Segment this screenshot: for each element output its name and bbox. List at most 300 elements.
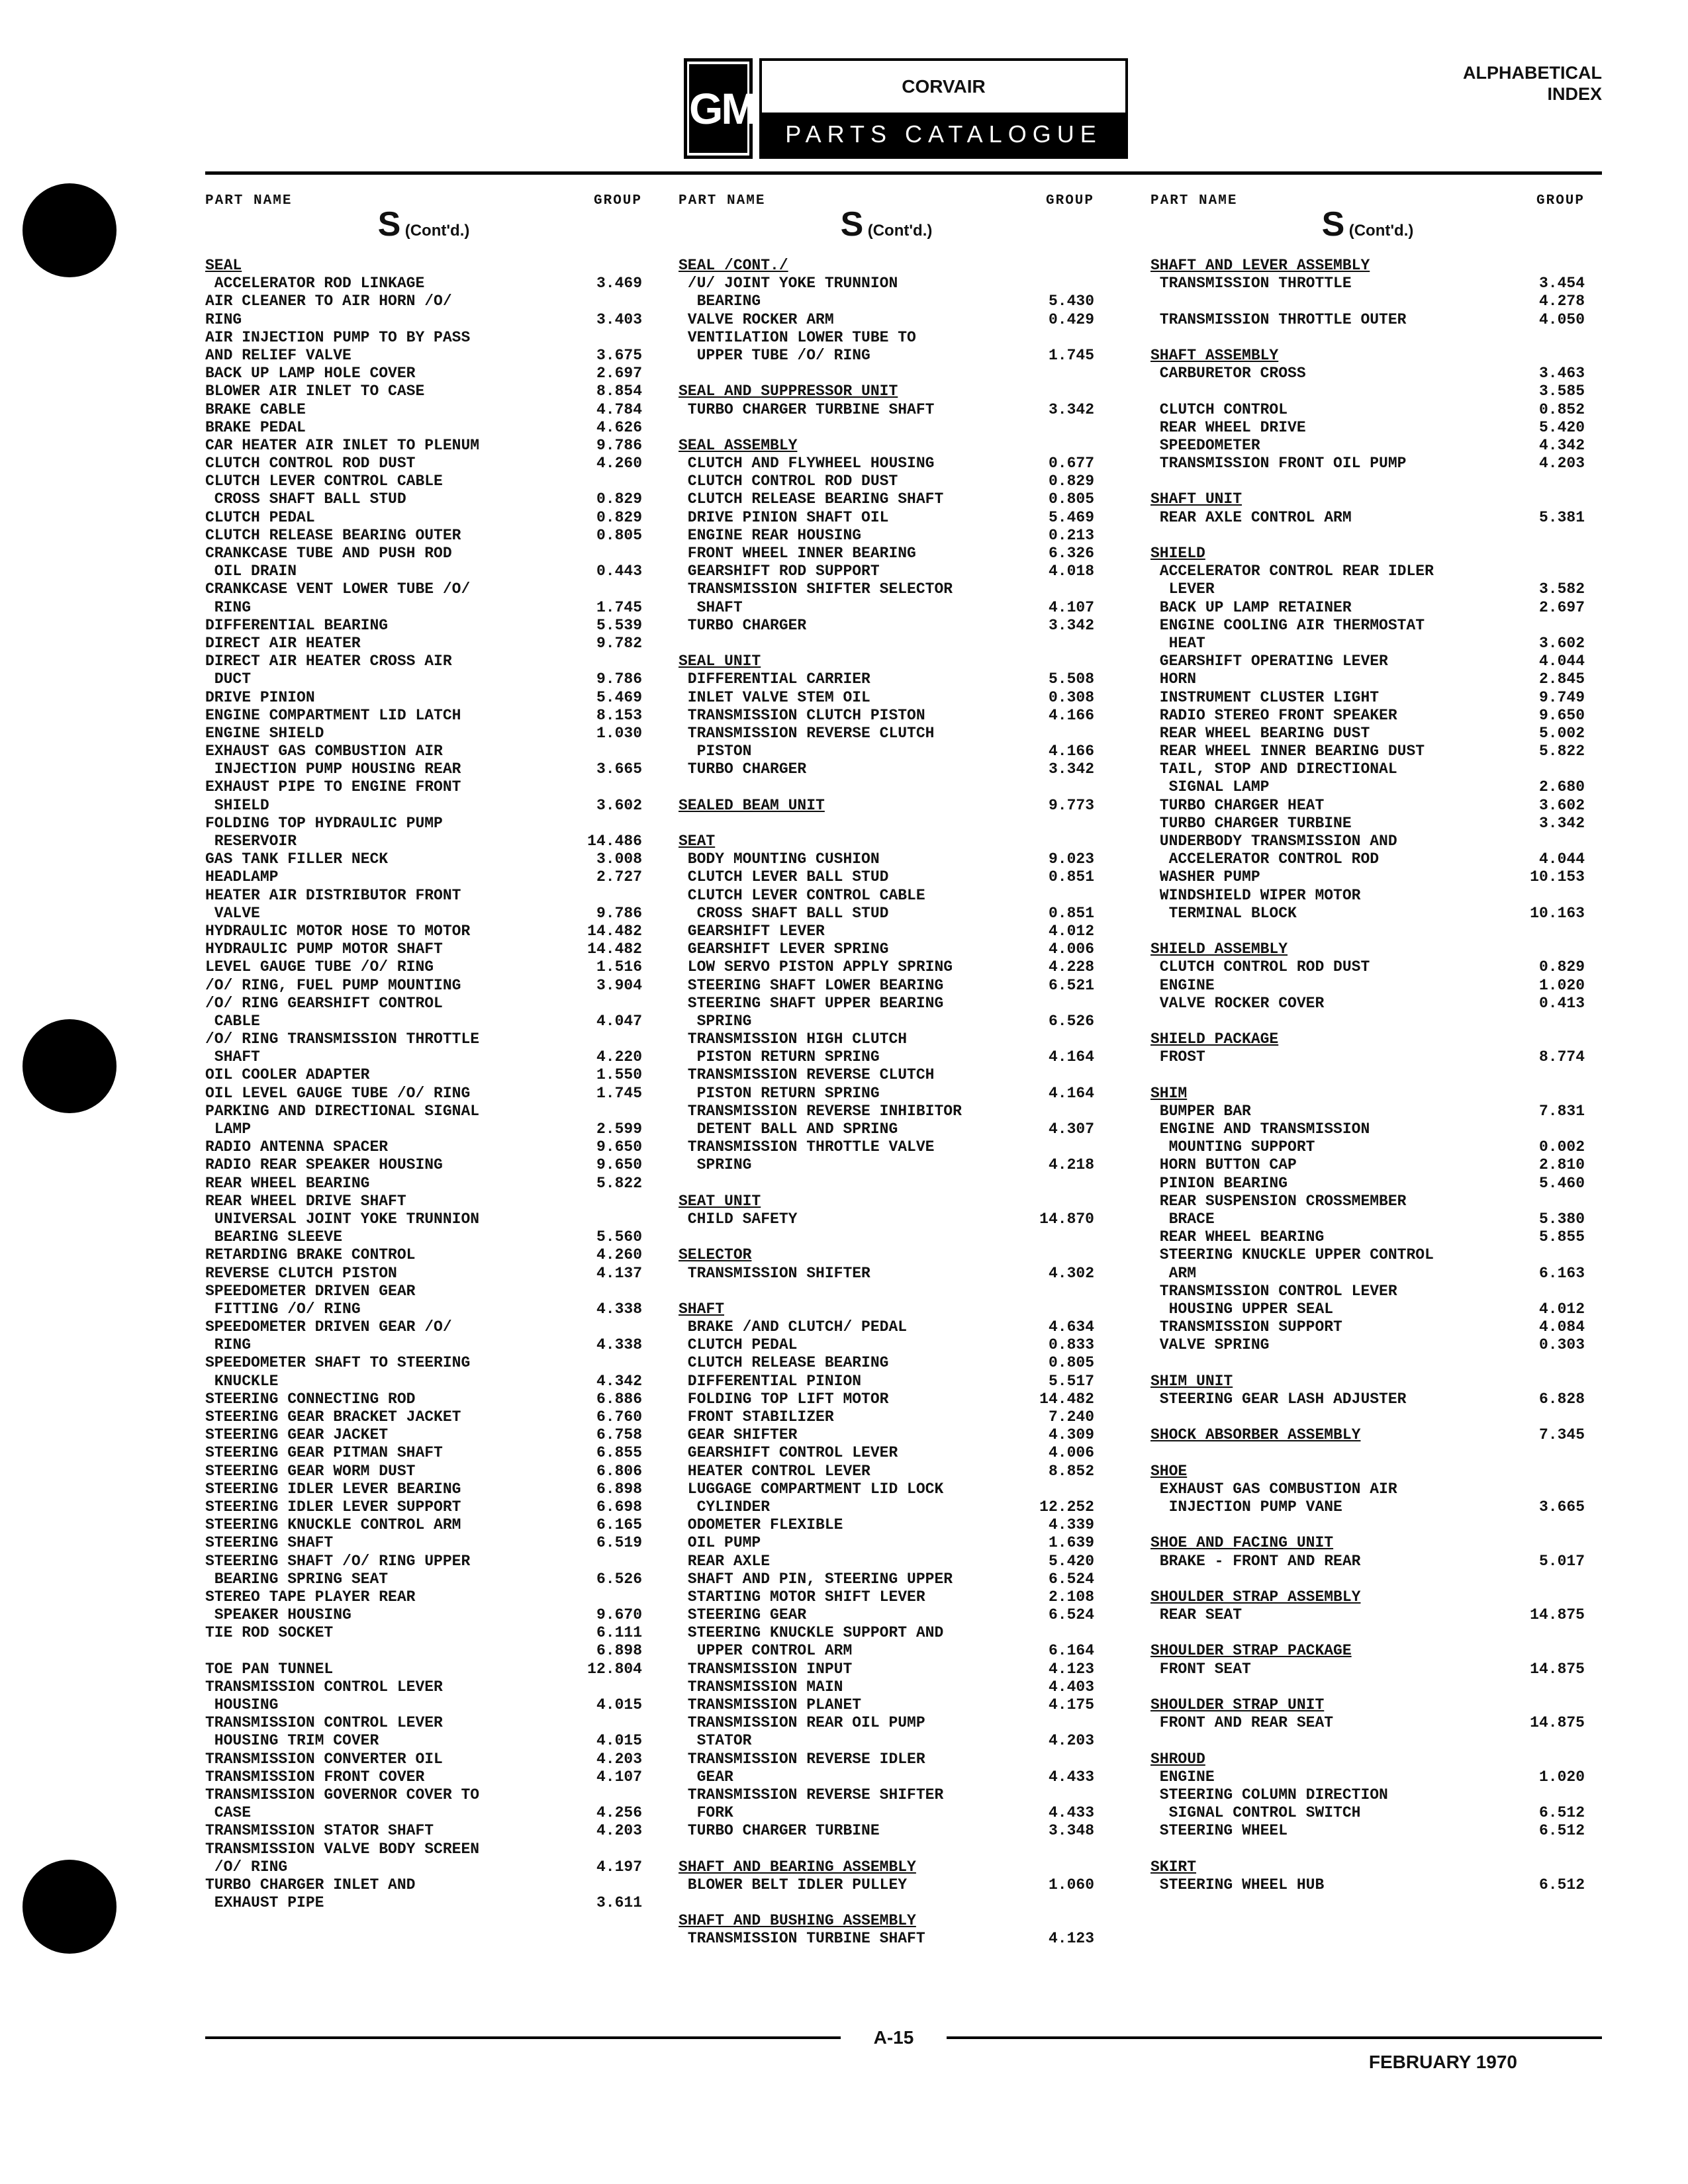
group-number: 0.413 bbox=[1538, 994, 1585, 1012]
index-entry bbox=[1150, 1138, 1585, 1156]
group-number: 1.745 bbox=[596, 1084, 642, 1102]
group-number: 0.829 bbox=[1048, 473, 1094, 490]
group-number: 14.486 bbox=[587, 833, 642, 850]
group-number: 4.175 bbox=[1048, 1696, 1094, 1713]
category-name: SHAFT AND BUSHING ASSEMBLY bbox=[679, 1912, 916, 1930]
index-entry bbox=[205, 670, 642, 688]
part-name: REAR WHEEL DRIVE SHAFT bbox=[205, 1192, 406, 1210]
group-number: 6.898 bbox=[596, 1642, 642, 1660]
group-number: 0.213 bbox=[1048, 526, 1094, 544]
group-number: 7.240 bbox=[1048, 1408, 1094, 1426]
index-entry bbox=[205, 1390, 642, 1408]
part-name: BRAKE PEDAL bbox=[205, 418, 306, 436]
part-name: MOUNTING SUPPORT bbox=[1150, 1138, 1315, 1156]
category-name: SHAFT AND LEVER ASSEMBLY bbox=[1150, 257, 1370, 274]
index-entry bbox=[1150, 868, 1585, 886]
part-name: GEAR SHIFTER bbox=[679, 1426, 798, 1444]
category-name: SEAT UNIT bbox=[679, 1192, 761, 1210]
group-number: 12.252 bbox=[1039, 1498, 1094, 1516]
part-name: /O/ RING GEARSHIFT CONTROL bbox=[205, 994, 443, 1012]
part-name: STEERING GEAR WORM DUST bbox=[205, 1462, 416, 1480]
section-continued: (Cont'd.) bbox=[404, 222, 470, 240]
part-name: ENGINE COMPARTMENT LID LATCH bbox=[205, 706, 461, 724]
index-entry bbox=[1150, 293, 1585, 310]
index-entry bbox=[679, 1696, 1094, 1714]
group-number: 6.758 bbox=[596, 1426, 642, 1444]
index-entry bbox=[1150, 1156, 1585, 1174]
group-number: 0.851 bbox=[1048, 904, 1094, 922]
part-name: TERMINAL BLOCK bbox=[1150, 904, 1297, 922]
group-number: 3.602 bbox=[1538, 634, 1585, 652]
part-name: TURBO CHARGER TURBINE SHAFT bbox=[679, 400, 935, 418]
group-number: 0.829 bbox=[596, 490, 642, 508]
group-number: 4.164 bbox=[1048, 1084, 1094, 1102]
group-number: 5.420 bbox=[1048, 1552, 1094, 1570]
part-name: /O/ RING TRANSMISSION THROTTLE bbox=[205, 1030, 480, 1048]
category-heading bbox=[1150, 1030, 1585, 1048]
part-name: ENGINE AND TRANSMISSION bbox=[1150, 1120, 1370, 1138]
index-entry bbox=[205, 1246, 642, 1264]
index-entry bbox=[205, 1822, 642, 1840]
index-entry bbox=[679, 977, 1094, 995]
part-name: ENGINE COOLING AIR THERMOSTAT bbox=[1150, 616, 1425, 634]
group-number: 8.852 bbox=[1048, 1462, 1094, 1480]
group-number: 9.782 bbox=[596, 634, 642, 652]
part-name: GEARSHIFT ROD SUPPORT bbox=[679, 563, 880, 580]
index-entry bbox=[1150, 1048, 1585, 1066]
part-name: SPEEDOMETER bbox=[1150, 436, 1260, 454]
part-name: TRANSMISSION CONVERTER OIL bbox=[205, 1750, 443, 1768]
part-name: FRONT SEAT bbox=[1150, 1660, 1251, 1678]
index-entry bbox=[679, 311, 1094, 329]
index-entry bbox=[1150, 778, 1585, 796]
part-name: STEERING IDLER LEVER BEARING bbox=[205, 1480, 461, 1498]
part-name: DIFFERENTIAL CARRIER bbox=[679, 670, 870, 688]
group-number: 4.342 bbox=[1538, 436, 1585, 454]
index-entry bbox=[679, 563, 1094, 580]
index-entry bbox=[205, 1768, 642, 1786]
group-number: 1.030 bbox=[596, 724, 642, 742]
index-entry bbox=[1150, 1786, 1585, 1804]
index-entry bbox=[205, 1265, 642, 1283]
index-entry bbox=[1150, 1876, 1585, 1894]
part-name: TRANSMISSION VALVE BODY SCREEN bbox=[205, 1840, 480, 1858]
group-number: 6.165 bbox=[596, 1516, 642, 1534]
group-number: 10.153 bbox=[1530, 868, 1585, 886]
part-name: BEARING bbox=[679, 293, 761, 310]
part-name: REAR WHEEL BEARING bbox=[1150, 1228, 1325, 1246]
index-column-2 bbox=[679, 192, 1094, 1948]
index-entry bbox=[205, 1228, 642, 1246]
category-heading bbox=[679, 1246, 1094, 1264]
part-name: TRANSMISSION REVERSE INHIBITOR bbox=[679, 1102, 962, 1120]
group-number: 3.469 bbox=[596, 275, 642, 293]
category-heading bbox=[679, 1858, 1094, 1876]
spacer bbox=[1150, 1444, 1585, 1462]
part-name: EXHAUST GAS COMBUSTION AIR bbox=[205, 743, 443, 760]
part-name: CLUTCH LEVER CONTROL CABLE bbox=[679, 886, 925, 904]
part-name: DIRECT AIR HEATER CROSS AIR bbox=[205, 653, 452, 670]
index-entry bbox=[205, 527, 642, 545]
spacer bbox=[679, 1228, 1094, 1246]
index-entry bbox=[1150, 1714, 1585, 1732]
category-heading bbox=[205, 257, 642, 275]
part-name: CLUTCH RELEASE BEARING SHAFT bbox=[679, 490, 944, 508]
category-heading bbox=[1150, 545, 1585, 563]
part-name: STEERING SHAFT bbox=[205, 1534, 334, 1552]
group-number: 4.203 bbox=[596, 1750, 642, 1768]
index-entry bbox=[679, 1013, 1094, 1030]
index-entry bbox=[205, 1030, 642, 1048]
group-number: 8.854 bbox=[596, 383, 642, 400]
index-entry bbox=[679, 1085, 1094, 1103]
part-name: SIGNAL CONTROL SWITCH bbox=[1150, 1804, 1361, 1822]
part-name-label: PART NAME bbox=[205, 193, 293, 208]
part-name: SPRING bbox=[679, 1156, 752, 1174]
index-entry bbox=[679, 743, 1094, 760]
entry-list bbox=[1150, 257, 1585, 1894]
group-number: 14.875 bbox=[1530, 1660, 1585, 1678]
group-number: 1.020 bbox=[1538, 1768, 1585, 1786]
index-entry bbox=[679, 1570, 1094, 1588]
category-name: SHOULDER STRAP PACKAGE bbox=[1150, 1642, 1352, 1660]
index-entry bbox=[679, 1156, 1094, 1174]
index-entry bbox=[205, 383, 642, 400]
group-number: 5.469 bbox=[1048, 508, 1094, 526]
index-entry bbox=[679, 995, 1094, 1013]
index-title-line-2: INDEX bbox=[1547, 84, 1602, 104]
part-name: PISTON bbox=[679, 743, 752, 760]
category-heading bbox=[1150, 347, 1585, 365]
section-letter: S bbox=[377, 205, 401, 244]
index-entry bbox=[679, 1714, 1094, 1732]
catalogue-title: PARTS CATALOGUE bbox=[762, 113, 1125, 156]
index-entry bbox=[205, 437, 642, 455]
group-number: 3.454 bbox=[1538, 275, 1585, 293]
part-name: STEERING KNUCKLE UPPER CONTROL bbox=[1150, 1246, 1434, 1264]
index-entry bbox=[205, 1463, 642, 1480]
group-number: 9.650 bbox=[1538, 706, 1585, 724]
binder-hole-middle bbox=[23, 1019, 117, 1113]
part-name: CARBURETOR CROSS bbox=[1150, 365, 1306, 383]
part-name: STEERING CONNECTING ROD bbox=[205, 1390, 416, 1408]
spacer bbox=[1150, 1624, 1585, 1642]
index-entry bbox=[205, 1570, 642, 1588]
part-name: EXHAUST PIPE TO ENGINE FRONT bbox=[205, 778, 461, 796]
part-name: UPPER CONTROL ARM bbox=[679, 1642, 853, 1660]
index-entry bbox=[679, 1786, 1094, 1804]
index-entry bbox=[1150, 1300, 1585, 1318]
index-entry bbox=[679, 1930, 1094, 1948]
index-entry bbox=[1150, 311, 1585, 329]
index-entry bbox=[205, 455, 642, 473]
index-entry bbox=[1150, 635, 1585, 653]
group-number: 4.012 bbox=[1538, 1300, 1585, 1318]
part-name: FORK bbox=[679, 1804, 733, 1822]
part-name: TOE PAN TUNNEL bbox=[205, 1660, 334, 1678]
group-number: 0.805 bbox=[1048, 1354, 1094, 1372]
spacer bbox=[679, 1175, 1094, 1193]
index-entry bbox=[679, 905, 1094, 923]
index-entry bbox=[679, 940, 1094, 958]
part-name: DIFFERENTIAL BEARING bbox=[205, 616, 389, 634]
part-name: GEAR bbox=[679, 1768, 733, 1786]
group-number: 2.697 bbox=[1538, 598, 1585, 616]
spacer bbox=[1150, 923, 1585, 940]
part-name: BLOWER AIR INLET TO CASE bbox=[205, 383, 425, 400]
group-number: 1.550 bbox=[596, 1066, 642, 1084]
section-continued: (Cont'd.) bbox=[1348, 222, 1414, 240]
part-name: PINION BEARING bbox=[1150, 1174, 1288, 1192]
group-number: 2.599 bbox=[596, 1120, 642, 1138]
part-name: TURBO CHARGER bbox=[679, 616, 807, 634]
part-name: SHAFT bbox=[679, 598, 743, 616]
index-title-line-1: ALPHABETICAL bbox=[1463, 63, 1602, 83]
part-name: TRANSMISSION FRONT COVER bbox=[205, 1768, 425, 1786]
group-number: 6.806 bbox=[596, 1462, 642, 1480]
group-number: 3.675 bbox=[596, 346, 642, 364]
group-number: 4.626 bbox=[596, 418, 642, 436]
index-entry bbox=[679, 1120, 1094, 1138]
group-number: 6.326 bbox=[1048, 545, 1094, 562]
index-entry bbox=[205, 1894, 642, 1912]
index-entry bbox=[679, 1732, 1094, 1750]
entry-list bbox=[205, 257, 642, 1912]
part-name: BRAKE - FRONT AND REAR bbox=[1150, 1552, 1361, 1570]
group-number: 4.018 bbox=[1048, 563, 1094, 580]
part-name: CABLE bbox=[205, 1012, 260, 1030]
group-number: 14.875 bbox=[1530, 1714, 1585, 1732]
index-entry bbox=[679, 1463, 1094, 1480]
group-number: 4.433 bbox=[1048, 1804, 1094, 1822]
index-entry bbox=[1150, 887, 1585, 905]
spacer bbox=[1150, 1516, 1585, 1534]
index-entry bbox=[679, 1534, 1094, 1552]
part-name: REAR AXLE CONTROL ARM bbox=[1150, 508, 1352, 526]
category-name: SHIM bbox=[1150, 1084, 1188, 1102]
index-entry bbox=[1150, 1228, 1585, 1246]
group-number: 9.786 bbox=[596, 670, 642, 688]
part-name: LAMP bbox=[205, 1120, 252, 1138]
spacer bbox=[679, 1283, 1094, 1300]
category-name: SKIRT bbox=[1150, 1858, 1197, 1876]
part-name: TRANSMISSION THROTTLE OUTER bbox=[1150, 310, 1407, 328]
group-number: 4.342 bbox=[596, 1372, 642, 1390]
index-entry bbox=[1150, 725, 1585, 743]
category-heading bbox=[1150, 1588, 1585, 1606]
part-name: GEARSHIFT LEVER bbox=[679, 922, 825, 940]
index-entry bbox=[1150, 1480, 1585, 1498]
group-number: 9.023 bbox=[1048, 850, 1094, 868]
part-name: RADIO ANTENNA SPACER bbox=[205, 1138, 389, 1156]
group-number: 9.670 bbox=[596, 1606, 642, 1624]
part-name: ACCELERATOR ROD LINKAGE bbox=[205, 275, 425, 293]
index-entry bbox=[679, 689, 1094, 707]
part-name: WINDSHIELD WIPER MOTOR bbox=[1150, 886, 1361, 904]
index-entry bbox=[205, 1120, 642, 1138]
group-number: 1.020 bbox=[1538, 976, 1585, 994]
index-entry bbox=[679, 868, 1094, 886]
category-heading bbox=[679, 653, 1094, 670]
index-entry bbox=[205, 1408, 642, 1426]
group-number: 6.855 bbox=[596, 1444, 642, 1462]
group-number: 6.519 bbox=[596, 1534, 642, 1552]
group-number: 0.829 bbox=[596, 508, 642, 526]
category-heading bbox=[1150, 490, 1585, 508]
group-number: 0.002 bbox=[1538, 1138, 1585, 1156]
category-heading bbox=[1150, 1858, 1585, 1876]
part-name: TRANSMISSION SUPPORT bbox=[1150, 1318, 1342, 1336]
index-entry bbox=[679, 1804, 1094, 1822]
group-number: 3.602 bbox=[1538, 796, 1585, 814]
group-number: 0.829 bbox=[1538, 958, 1585, 976]
group-number: 4.012 bbox=[1048, 922, 1094, 940]
group-number: 5.460 bbox=[1538, 1174, 1585, 1192]
category-heading bbox=[679, 833, 1094, 850]
category-heading bbox=[1150, 257, 1585, 275]
binder-hole-top bbox=[23, 183, 117, 277]
index-entry bbox=[205, 599, 642, 617]
part-name: CLUTCH CONTROL ROD DUST bbox=[1150, 958, 1370, 976]
part-name: CLUTCH RELEASE BEARING OUTER bbox=[205, 526, 461, 544]
part-name: REAR WHEEL INNER BEARING DUST bbox=[1150, 743, 1425, 760]
index-entry bbox=[1150, 383, 1585, 400]
part-name: CLUTCH CONTROL ROD DUST bbox=[679, 473, 898, 490]
index-entry bbox=[205, 580, 642, 598]
part-name: BEARING SLEEVE bbox=[205, 1228, 343, 1246]
group-number: 4.044 bbox=[1538, 653, 1585, 670]
group-number: 9.773 bbox=[1048, 796, 1094, 814]
category-name: SEAT bbox=[679, 833, 716, 850]
index-entry bbox=[205, 815, 642, 833]
group-number: 6.760 bbox=[596, 1408, 642, 1426]
group-number: 4.256 bbox=[596, 1804, 642, 1822]
part-name: DRIVE PINION bbox=[205, 688, 315, 706]
group-number: 4.403 bbox=[1048, 1678, 1094, 1696]
index-entry bbox=[1150, 743, 1585, 760]
index-entry bbox=[679, 958, 1094, 976]
group-number: 9.786 bbox=[596, 436, 642, 454]
group-number: 4.197 bbox=[596, 1858, 642, 1876]
index-entry bbox=[1150, 1283, 1585, 1300]
group-number: 6.524 bbox=[1048, 1606, 1094, 1624]
group-number: 6.521 bbox=[1048, 976, 1094, 994]
part-name: DETENT BALL AND SPRING bbox=[679, 1120, 898, 1138]
index-entry bbox=[1150, 958, 1585, 976]
group-number: 0.805 bbox=[596, 526, 642, 544]
index-entry bbox=[679, 725, 1094, 743]
group-number: 14.870 bbox=[1039, 1210, 1094, 1228]
category-heading bbox=[1150, 1751, 1585, 1768]
index-entry bbox=[205, 1175, 642, 1193]
category-heading bbox=[679, 797, 1094, 815]
group-number: 3.904 bbox=[596, 976, 642, 994]
index-entry bbox=[679, 275, 1094, 293]
index-entry bbox=[1150, 580, 1585, 598]
index-entry bbox=[205, 760, 642, 778]
index-entry bbox=[679, 1876, 1094, 1894]
category-name: SHIM UNIT bbox=[1150, 1372, 1233, 1390]
part-name: CROSS SHAFT BALL STUD bbox=[679, 904, 889, 922]
part-name: REAR WHEEL BEARING DUST bbox=[1150, 724, 1370, 742]
index-entry bbox=[1150, 670, 1585, 688]
index-entry bbox=[1150, 1390, 1585, 1408]
part-name: VALVE ROCKER ARM bbox=[679, 310, 834, 328]
group-number: 1.745 bbox=[1048, 346, 1094, 364]
group-number: 5.855 bbox=[1538, 1228, 1585, 1246]
index-entry bbox=[679, 545, 1094, 563]
category-name: SHOE bbox=[1150, 1462, 1188, 1480]
index-entry bbox=[1150, 563, 1585, 580]
index-entry bbox=[205, 509, 642, 527]
index-entry bbox=[1150, 1103, 1585, 1120]
index-entry bbox=[1150, 1553, 1585, 1570]
part-name: TRANSMISSION REAR OIL PUMP bbox=[679, 1714, 925, 1732]
index-entry bbox=[679, 401, 1094, 419]
index-entry bbox=[205, 401, 642, 419]
category-heading bbox=[1150, 1373, 1585, 1390]
category-name: SHAFT bbox=[679, 1300, 725, 1318]
group-number: 4.006 bbox=[1048, 940, 1094, 958]
part-name: TRANSMISSION INPUT bbox=[679, 1660, 853, 1678]
part-name: STEERING SHAFT UPPER BEARING bbox=[679, 994, 944, 1012]
index-entry bbox=[679, 887, 1094, 905]
category-name: SEAL UNIT bbox=[679, 653, 761, 670]
index-entry bbox=[205, 365, 642, 383]
index-entry bbox=[205, 1534, 642, 1552]
part-name: HORN bbox=[1150, 670, 1197, 688]
index-entry bbox=[679, 1498, 1094, 1516]
group-number: 2.108 bbox=[1048, 1588, 1094, 1606]
part-name: CLUTCH CONTROL bbox=[1150, 400, 1288, 418]
part-name: TRANSMISSION REVERSE CLUTCH bbox=[679, 1066, 935, 1084]
group-number: 4.166 bbox=[1048, 706, 1094, 724]
index-entry bbox=[205, 1426, 642, 1444]
index-entry bbox=[205, 329, 642, 347]
index-entry bbox=[205, 473, 642, 490]
category-name: SHAFT ASSEMBLY bbox=[1150, 346, 1279, 364]
part-name: BLOWER BELT IDLER PULLEY bbox=[679, 1876, 908, 1893]
part-name-label: PART NAME bbox=[1150, 193, 1238, 208]
part-name: TURBO CHARGER TURBINE bbox=[679, 1822, 880, 1840]
group-number: 4.307 bbox=[1048, 1120, 1094, 1138]
group-number: 4.260 bbox=[596, 455, 642, 473]
part-name: VALVE SPRING bbox=[1150, 1336, 1270, 1354]
group-number: 1.060 bbox=[1048, 1876, 1094, 1893]
part-name: TRANSMISSION THROTTLE bbox=[1150, 275, 1352, 293]
group-number: 4.107 bbox=[1048, 598, 1094, 616]
group-number: 4.260 bbox=[596, 1246, 642, 1264]
category-name: SHIELD ASSEMBLY bbox=[1150, 940, 1288, 958]
group-number: 6.526 bbox=[1048, 1012, 1094, 1030]
index-entry bbox=[1150, 1265, 1585, 1283]
group-number: 3.008 bbox=[596, 850, 642, 868]
spacer bbox=[1150, 473, 1585, 490]
part-name: RING bbox=[205, 310, 242, 328]
gm-logo-text: GM bbox=[689, 64, 747, 153]
index-entry bbox=[205, 689, 642, 707]
index-entry bbox=[679, 329, 1094, 347]
part-name: TRANSMISSION FRONT OIL PUMP bbox=[1150, 455, 1407, 473]
index-entry bbox=[1150, 1768, 1585, 1786]
part-name: CAR HEATER AIR INLET TO PLENUM bbox=[205, 436, 480, 454]
index-entry bbox=[679, 1678, 1094, 1696]
index-entry bbox=[679, 707, 1094, 725]
index-title bbox=[1463, 62, 1602, 105]
index-entry bbox=[205, 1516, 642, 1534]
group-number: 14.482 bbox=[587, 922, 642, 940]
group-number: 5.517 bbox=[1048, 1372, 1094, 1390]
